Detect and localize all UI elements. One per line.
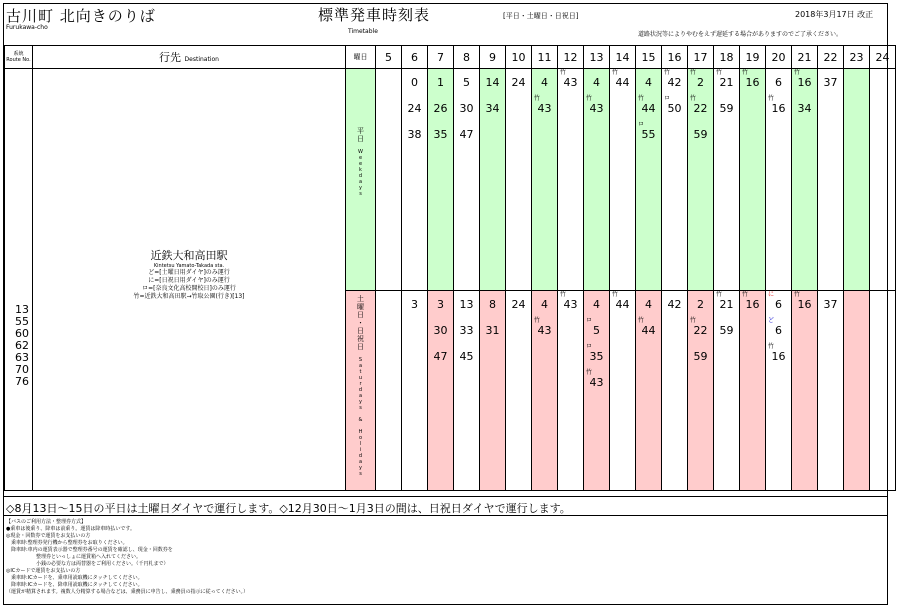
hour-header: 21 xyxy=(792,46,818,69)
destination-header-jp: 行先 xyxy=(159,51,182,64)
departure-minute: 43 xyxy=(589,376,604,389)
hour-header: 15 xyxy=(636,46,662,69)
departure-minute: 6 xyxy=(775,76,782,89)
weekday-label: 平 日 W e e k d a y s xyxy=(357,127,364,197)
destination-note: 竹=近鉄大和高田駅→竹取公園(行き)[13] xyxy=(133,293,245,300)
trip-mark: 竹 xyxy=(638,317,645,324)
hour-cell xyxy=(558,69,584,291)
page-title: 標準発車時刻表 xyxy=(318,6,431,24)
hour-header: 11 xyxy=(532,46,558,69)
destination-name: 近鉄大和高田駅 xyxy=(150,249,228,262)
hour-cell xyxy=(714,69,740,291)
route-header-en: Route No. xyxy=(6,57,31,63)
hour-cell xyxy=(844,291,870,491)
trip-mark: 竹 xyxy=(794,69,801,76)
hour-header: 16 xyxy=(662,46,688,69)
destination-cell xyxy=(33,69,346,491)
departure-minute: 43 xyxy=(589,102,604,115)
departure-minute: 16 xyxy=(797,298,812,311)
departure-minute: 22 xyxy=(693,324,708,337)
stop-name-roman: Furukawa-cho xyxy=(6,24,48,31)
departure-minute: 42 xyxy=(667,76,682,89)
trip-mark: ど xyxy=(768,317,775,324)
destination-header-en: Destination xyxy=(184,56,219,63)
divider xyxy=(3,515,888,516)
hour-cell xyxy=(376,291,402,491)
hour-cell xyxy=(558,291,584,491)
departure-minute: 43 xyxy=(537,102,552,115)
hour-header: 7 xyxy=(428,46,454,69)
departure-minute: 30 xyxy=(433,324,448,337)
day-types-label: [平日・土曜日・日祝日] xyxy=(503,12,579,20)
trip-mark: ロ xyxy=(586,343,593,350)
departure-minute: 38 xyxy=(407,128,422,141)
departure-minute: 24 xyxy=(407,102,422,115)
usage-info-line: 乗車時:整理券発行機から整理券をお取りください。 xyxy=(6,540,128,546)
holiday-label: 土 曜 日 ・ 日 祝 日 S a t u r d a y s & H o l i d a y s xyxy=(357,295,364,477)
divider xyxy=(3,496,888,497)
departure-minute: 59 xyxy=(719,324,734,337)
departure-minute: 5 xyxy=(463,76,470,89)
departure-minute: 4 xyxy=(645,298,652,311)
hour-cell xyxy=(766,69,792,291)
departure-minute: 43 xyxy=(563,298,578,311)
trip-mark: 竹 xyxy=(768,95,775,102)
departure-minute: 24 xyxy=(511,298,526,311)
departure-minute: 34 xyxy=(797,102,812,115)
hour-cell xyxy=(532,69,558,291)
departure-minute: 43 xyxy=(563,76,578,89)
trip-mark: ロ xyxy=(638,121,645,128)
hour-cell xyxy=(454,69,480,291)
usage-info-line: 小銭の必要な方は両替器をご利用ください。（千円札まで） xyxy=(6,561,169,567)
page-title-en: Timetable xyxy=(348,28,378,35)
departure-minute: 31 xyxy=(485,324,500,337)
hour-header: 24 xyxy=(870,46,896,69)
usage-info-line: 降車時:車内の運賃表示器で整理券番号の運賃を確認し、現金・回数券を xyxy=(6,547,173,553)
departure-minute: 16 xyxy=(771,350,786,363)
trip-mark: 竹 xyxy=(586,369,593,376)
departure-minute: 44 xyxy=(615,298,630,311)
departure-minute: 16 xyxy=(797,76,812,89)
hour-cell xyxy=(402,69,428,291)
hour-cell xyxy=(766,291,792,491)
hour-cell xyxy=(584,291,610,491)
hour-cell xyxy=(870,69,896,291)
hour-cell xyxy=(428,291,454,491)
departure-minute: 16 xyxy=(745,298,760,311)
trip-mark: 竹 xyxy=(690,317,697,324)
departure-minute: 44 xyxy=(615,76,630,89)
route-header xyxy=(5,46,33,69)
departure-minute: 21 xyxy=(719,76,734,89)
usage-info-line: 整理券といっしょに運賃箱へ入れてください。 xyxy=(6,554,142,560)
departure-minute: 59 xyxy=(693,350,708,363)
hour-header: 10 xyxy=(506,46,532,69)
hour-cell xyxy=(610,69,636,291)
destination-header xyxy=(33,46,346,69)
trip-mark: 竹 xyxy=(768,343,775,350)
hour-cell xyxy=(454,291,480,491)
departure-minute: 6 xyxy=(775,298,782,311)
hour-header: 23 xyxy=(844,46,870,69)
usage-info-line: （運賃が精算されます。複数人分精算する場合などは、乗務員に申告し、乗務員の指示に従ってください。） xyxy=(6,589,249,595)
trip-mark: 竹 xyxy=(742,291,749,298)
hour-header: 18 xyxy=(714,46,740,69)
route-numbers: 13 55 60 62 63 70 76 xyxy=(15,303,29,388)
trip-mark: 竹 xyxy=(586,95,593,102)
hour-header: 8 xyxy=(454,46,480,69)
destination-note: に=[日祝日用ダイヤ]のみ運行 xyxy=(148,277,230,284)
departure-minute: 0 xyxy=(411,76,418,89)
departure-minute: 55 xyxy=(641,128,656,141)
departure-minute: 5 xyxy=(593,324,600,337)
hour-header: 14 xyxy=(610,46,636,69)
hour-cell xyxy=(584,69,610,291)
hour-cell xyxy=(506,69,532,291)
departure-minute: 59 xyxy=(693,128,708,141)
weekday-label-cell xyxy=(346,69,376,291)
destination-note: ど=[土曜日用ダイヤ]のみ運行 xyxy=(148,269,230,276)
hour-cell xyxy=(636,69,662,291)
hour-header: 22 xyxy=(818,46,844,69)
trip-mark: 竹 xyxy=(612,291,619,298)
usage-info-line: ◎現金・回数券で運賃をお支払いの方 xyxy=(6,533,91,539)
trip-mark: 竹 xyxy=(534,95,541,102)
trip-mark: 竹 xyxy=(664,69,671,76)
hour-cell xyxy=(818,291,844,491)
departure-minute: 30 xyxy=(459,102,474,115)
hour-cell xyxy=(636,291,662,491)
hour-header: 5 xyxy=(376,46,402,69)
hour-cell xyxy=(740,291,766,491)
departure-minute: 13 xyxy=(459,298,474,311)
departure-minute: 33 xyxy=(459,324,474,337)
destination-block xyxy=(33,247,345,301)
usage-info-line: 降車時:ICカードを、降車用読取機にタッチしてください。 xyxy=(6,582,143,588)
departure-minute: 26 xyxy=(433,102,448,115)
operation-notice: ◇8月13日～15日の平日は土曜日ダイヤで運行します。◇12月30日～1月3日の間は、日祝日ダイヤで運行します。 xyxy=(6,502,571,515)
departure-minute: 44 xyxy=(641,324,656,337)
departure-minute: 24 xyxy=(511,76,526,89)
hour-cell xyxy=(740,69,766,291)
revision-date: 2018年3月17日 改正 xyxy=(795,10,874,19)
trip-mark: 竹 xyxy=(742,69,749,76)
departure-minute: 45 xyxy=(459,350,474,363)
hour-cell xyxy=(480,69,506,291)
trip-mark: 竹 xyxy=(794,291,801,298)
hour-cell xyxy=(792,291,818,491)
departure-minute: 16 xyxy=(771,102,786,115)
hour-cell xyxy=(870,291,896,491)
hour-cell xyxy=(662,69,688,291)
hour-cell xyxy=(688,291,714,491)
departure-minute: 4 xyxy=(645,76,652,89)
departure-minute: 1 xyxy=(437,76,444,89)
trip-mark: 竹 xyxy=(638,95,645,102)
route-cell xyxy=(5,69,33,491)
departure-minute: 42 xyxy=(667,298,682,311)
departure-minute: 22 xyxy=(693,102,708,115)
departure-minute: 37 xyxy=(823,298,838,311)
usage-info xyxy=(6,519,248,596)
hour-header: 12 xyxy=(558,46,584,69)
hour-cell xyxy=(844,69,870,291)
departure-minute: 16 xyxy=(745,76,760,89)
hour-cell xyxy=(688,69,714,291)
departure-minute: 3 xyxy=(411,298,418,311)
hour-cell xyxy=(610,291,636,491)
trip-mark: に xyxy=(768,291,775,298)
trip-mark: 竹 xyxy=(560,291,567,298)
usage-info-line: 【バスのご利用方法・整理券方式】 xyxy=(6,519,87,525)
departure-minute: 14 xyxy=(485,76,500,89)
trip-mark: 竹 xyxy=(690,69,697,76)
hour-header: 17 xyxy=(688,46,714,69)
delay-caution: 道路状況等によりやむをえず遅延する場合がありますのでご了承ください。 xyxy=(638,31,843,38)
hour-cell xyxy=(792,69,818,291)
departure-minute: 34 xyxy=(485,102,500,115)
usage-info-line: ◎ICカードで運賃をお支払いの方 xyxy=(6,568,81,574)
trip-mark: 竹 xyxy=(716,69,723,76)
hour-cell xyxy=(662,291,688,491)
departure-minute: 2 xyxy=(697,298,704,311)
departure-minute: 43 xyxy=(537,324,552,337)
trip-mark: 竹 xyxy=(690,95,697,102)
hour-cell xyxy=(506,291,532,491)
hour-cell xyxy=(714,291,740,491)
hour-cell xyxy=(402,291,428,491)
hour-header: 20 xyxy=(766,46,792,69)
hour-header: 9 xyxy=(480,46,506,69)
hour-cell xyxy=(480,291,506,491)
timetable-grid xyxy=(4,45,896,491)
hour-header: 6 xyxy=(402,46,428,69)
departure-minute: 6 xyxy=(775,324,782,337)
departure-minute: 2 xyxy=(697,76,704,89)
departure-minute: 35 xyxy=(433,128,448,141)
trip-mark: ロ xyxy=(664,95,671,102)
route-header-jp: 系統 xyxy=(13,51,24,57)
departure-minute: 21 xyxy=(719,298,734,311)
departure-minute: 4 xyxy=(593,76,600,89)
hour-cell xyxy=(532,291,558,491)
departure-minute: 50 xyxy=(667,102,682,115)
departure-minute: 3 xyxy=(437,298,444,311)
destination-note: ロ=[奈良文化高校開校日]のみ運行 xyxy=(142,285,236,292)
usage-info-line: 乗車時:ICカードを、乗車用読取機にタッチしてください。 xyxy=(6,575,143,581)
usage-info-line: ●乗車は後乗り、降車は前乗り。運賃は降車時払いです。 xyxy=(6,526,135,532)
departure-minute: 4 xyxy=(541,298,548,311)
departure-minute: 35 xyxy=(589,350,604,363)
stop-name: 古川町 北向きのりば xyxy=(6,7,156,25)
departure-minute: 4 xyxy=(593,298,600,311)
holiday-label-cell xyxy=(346,291,376,491)
destination-notes xyxy=(33,269,345,301)
departure-minute: 8 xyxy=(489,298,496,311)
trip-mark: 竹 xyxy=(612,69,619,76)
trip-mark: 竹 xyxy=(534,317,541,324)
hour-header: 13 xyxy=(584,46,610,69)
trip-mark: 竹 xyxy=(560,69,567,76)
departure-minute: 47 xyxy=(459,128,474,141)
departure-minute: 47 xyxy=(433,350,448,363)
trip-mark: ロ xyxy=(586,317,593,324)
departure-minute: 44 xyxy=(641,102,656,115)
departure-minute: 59 xyxy=(719,102,734,115)
hour-cell xyxy=(428,69,454,291)
day-header: 曜日 xyxy=(346,46,376,69)
hour-header: 19 xyxy=(740,46,766,69)
destination-name-en: Kintetsu Yamato-Takada sta. xyxy=(153,263,225,269)
departure-minute: 37 xyxy=(823,76,838,89)
departure-minute: 4 xyxy=(541,76,548,89)
trip-mark: 竹 xyxy=(716,291,723,298)
hour-cell xyxy=(376,69,402,291)
hour-cell xyxy=(818,69,844,291)
